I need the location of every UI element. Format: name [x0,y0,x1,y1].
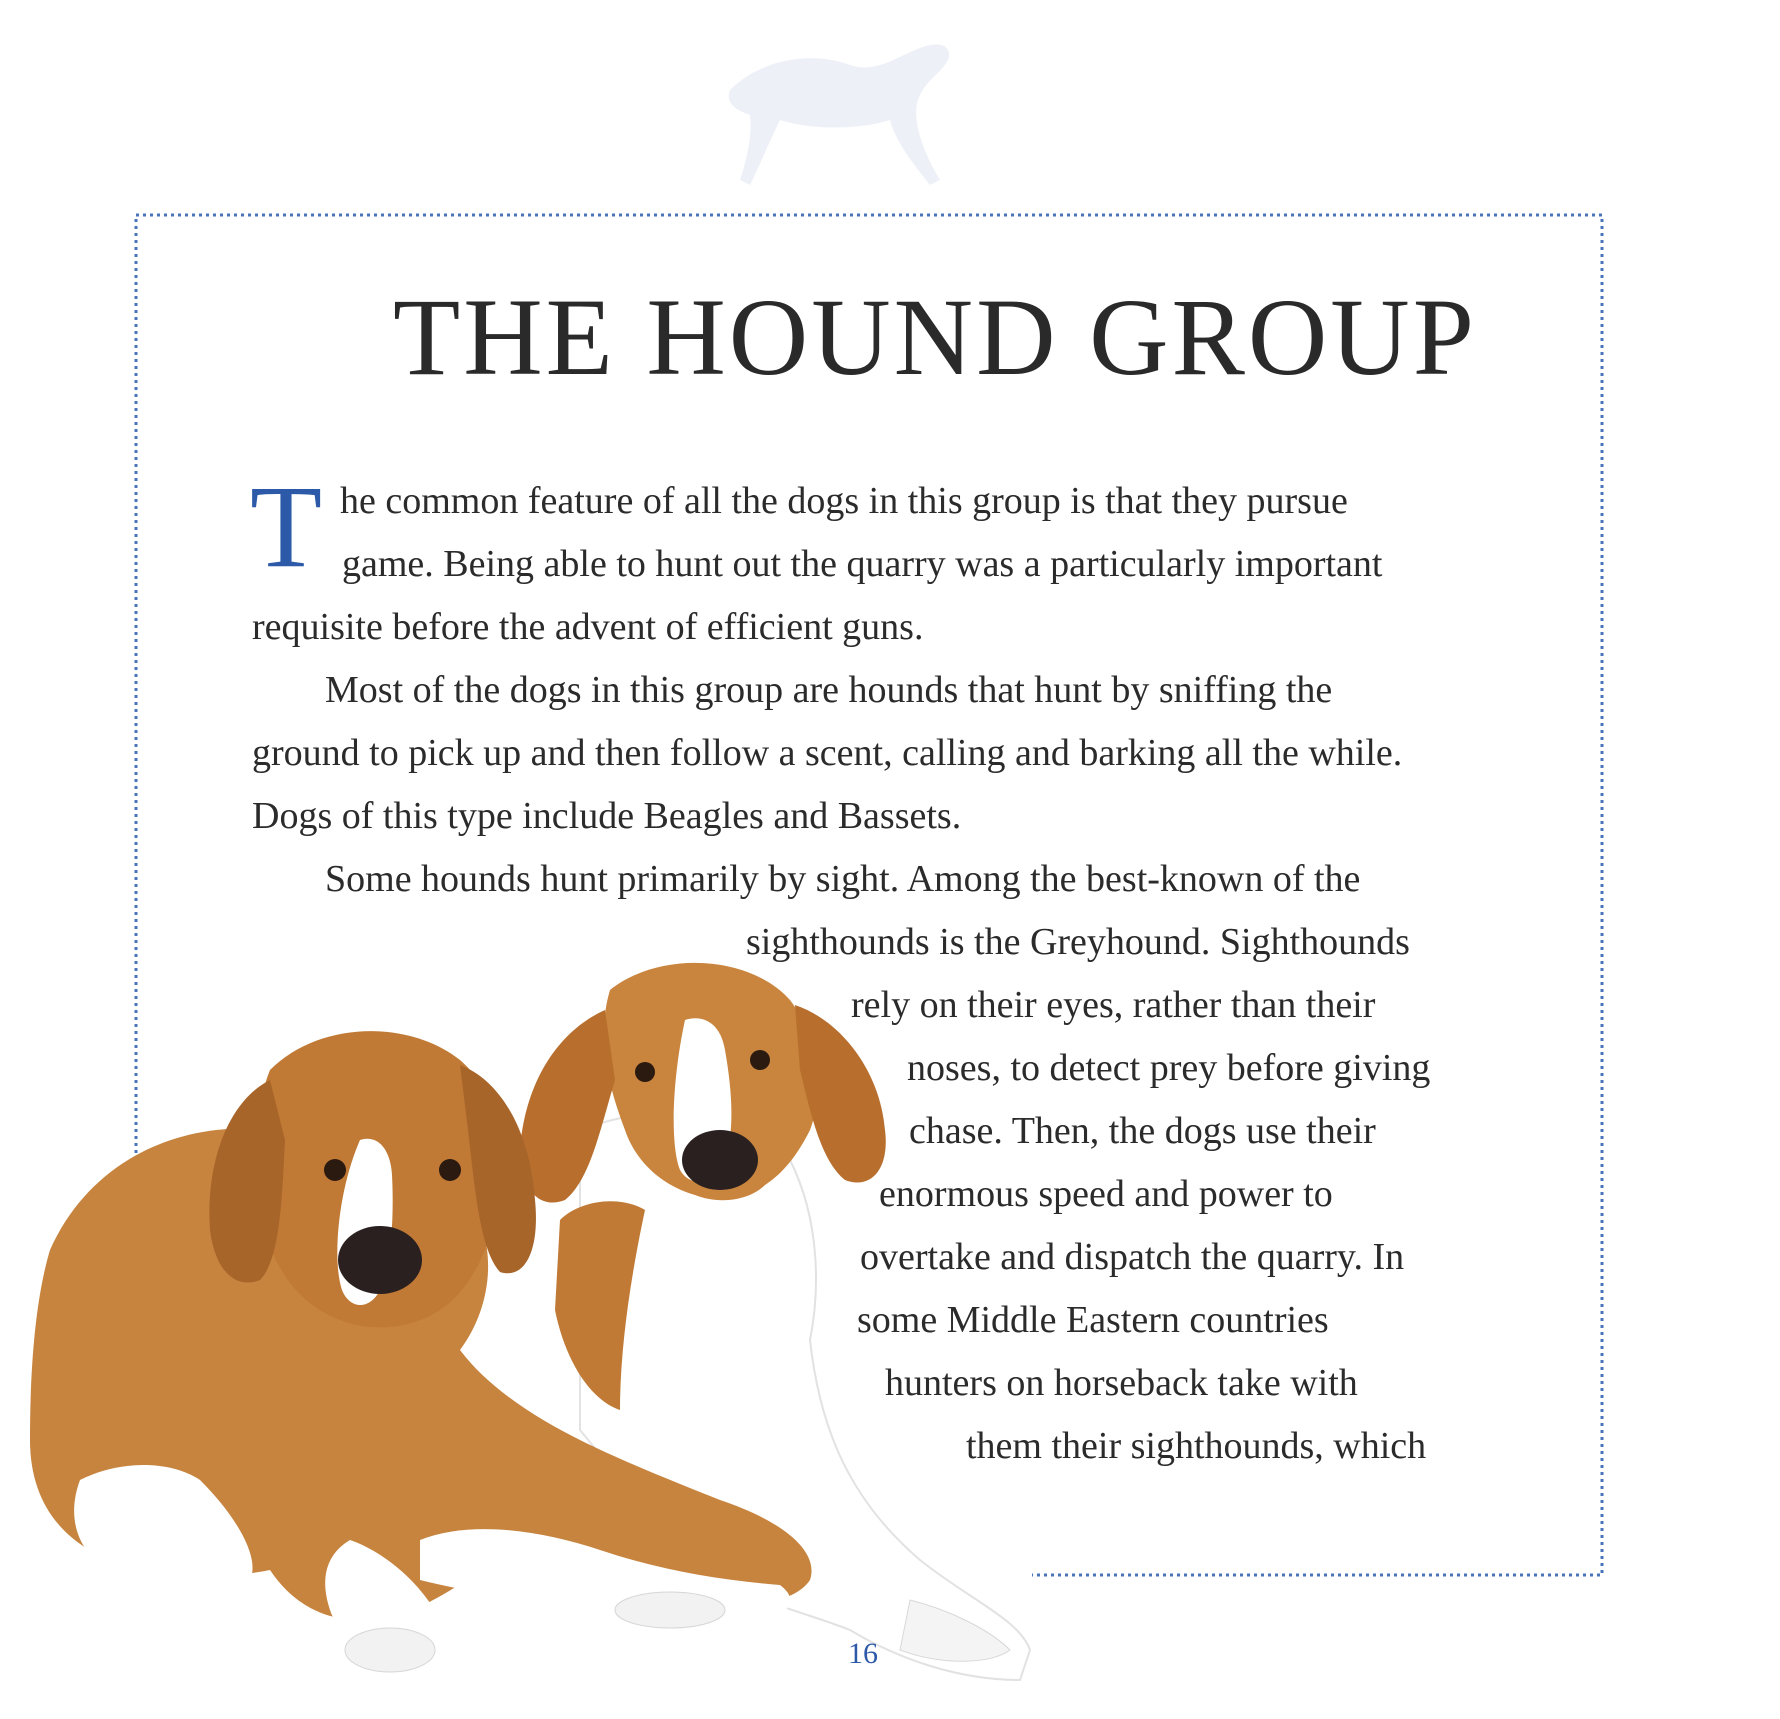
body-text-line: noses, to detect prey before giving [907,1047,1431,1089]
page-title: THE HOUND GROUP [393,276,1477,398]
body-text-line: hunters on horseback take with [885,1362,1358,1404]
body-text-line: Most of the dogs in this group are hounds that hunt by sniffing the [325,669,1333,711]
body-text-line: enormous speed and power to [879,1173,1333,1215]
body-text-line: requisite before the advent of efficient guns. [252,606,924,648]
body-text-line: game. Being able to hunt out the quarry was a particularly important [342,543,1383,585]
body-text-line: Some hounds hunt primarily by sight. Among the best-known of the [325,858,1361,900]
body-text-line: sighthounds is the Greyhound. Sighthounds [746,921,1410,963]
page-number: 16 [848,1637,878,1670]
body-text-line: them their sighthounds, which [966,1425,1427,1467]
greyhound-watermark-icon [690,20,990,210]
body-text-line: rely on their eyes, rather than their [851,984,1376,1026]
body-text-line: he common feature of all the dogs in this group is that they pursue [340,480,1348,522]
drop-cap: T [250,461,323,592]
body-text-line: overtake and dispatch the quarry. In [860,1236,1405,1278]
body-text-line: chase. Then, the dogs use their [909,1110,1376,1152]
two-beagles-photo [20,960,1040,1700]
body-text-line: ground to pick up and then follow a scent, calling and barking all the while. [252,732,1403,774]
body-text-line: Dogs of this type include Beagles and Bassets. [252,795,962,837]
body-text-line: some Middle Eastern countries [857,1299,1329,1341]
